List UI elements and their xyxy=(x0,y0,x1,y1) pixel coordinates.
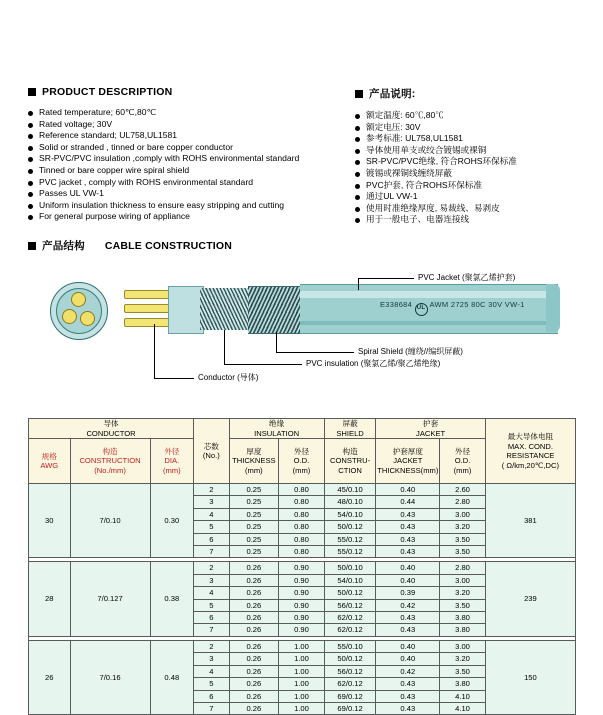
group-header-jacket-en: JACKET xyxy=(416,428,446,438)
column-header-ins-th-cn: 厚度 xyxy=(246,446,262,456)
column-header-jk-th-en1: JACKET xyxy=(393,456,423,466)
description-item-en: PVC jacket , comply with ROHS environmental standard xyxy=(28,177,348,189)
column-header-jacket-od xyxy=(440,439,486,484)
column-header-conductor-dia xyxy=(150,439,194,484)
description-item-en: Passes UL VW-1 xyxy=(28,188,348,200)
column-header-ins-od-en: O.D. xyxy=(293,456,310,466)
cell-ins-od: 0.80 xyxy=(279,484,325,496)
cell-shield: 69/0.12 xyxy=(324,690,376,702)
description-item-cn: 用于一般电子、电器连接线 xyxy=(355,214,585,226)
cell-shield: 62/0.12 xyxy=(324,624,376,636)
cell-jk-th: 0.39 xyxy=(376,587,440,599)
leader-line xyxy=(358,278,359,290)
cell-ins-th: 0.26 xyxy=(229,612,279,624)
print-rating-text: AWM 2725 80C 30V VW-1 xyxy=(429,300,525,309)
cell-jk-th: 0.43 xyxy=(376,678,440,690)
cell-ins-od: 0.80 xyxy=(279,546,325,558)
column-header-awg-en: AWG xyxy=(40,461,59,470)
cell-shield: 62/0.12 xyxy=(324,612,376,624)
description-item-cn: 使用时准绝缘厚度, 易裁线、易剥皮 xyxy=(355,203,585,215)
group-header-conductor-cn: 导体 xyxy=(103,419,119,428)
cell-shield: 50/0.12 xyxy=(324,521,376,533)
cell-shield: 69/0.12 xyxy=(324,702,376,714)
spiral-shield-layer xyxy=(200,288,252,330)
cable-construction-title-cn: 产品结构 xyxy=(42,240,85,252)
leader-line xyxy=(224,330,225,364)
cell-shield: 55/0.12 xyxy=(324,533,376,545)
column-header-ins-od-unit: (mm) xyxy=(292,465,311,475)
pvc-insulation-layer xyxy=(168,286,204,334)
cell-shield: 50/0.12 xyxy=(324,653,376,665)
leader-line xyxy=(358,278,414,279)
column-header-conductor-dia-cn: 外径 xyxy=(164,446,180,456)
group-header-jacket-cn: 护套 xyxy=(423,419,439,428)
cell-resistance: 239 xyxy=(485,562,575,636)
cell-jk-od: 3.00 xyxy=(440,640,486,652)
cell-jk-th: 0.43 xyxy=(376,612,440,624)
group-header-shield-cn: 屏蔽 xyxy=(342,419,358,428)
cell-cores: 5 xyxy=(194,599,229,611)
callout-spiral-shield: Spiral Shield (缠绕//编织屏蔽) xyxy=(358,347,463,356)
cell-shield: 50/0.12 xyxy=(324,587,376,599)
cell-jk-od: 4.10 xyxy=(440,690,486,702)
cell-ins-od: 1.00 xyxy=(279,653,325,665)
cell-ins-od: 1.00 xyxy=(279,702,325,714)
cell-shield: 45/0.10 xyxy=(324,484,376,496)
cell-ins-od: 0.80 xyxy=(279,508,325,520)
cell-jk-od: 3.20 xyxy=(440,521,486,533)
cell-shield: 62/0.12 xyxy=(324,678,376,690)
cell-cores: 6 xyxy=(194,612,229,624)
group-header-shield xyxy=(324,419,376,439)
square-bullet-icon xyxy=(355,90,363,98)
cell-ins-od: 0.80 xyxy=(279,533,325,545)
cell-ins-od: 0.80 xyxy=(279,496,325,508)
table-head xyxy=(29,419,576,484)
column-header-insulation-od xyxy=(279,439,325,484)
cell-cores: 3 xyxy=(194,653,229,665)
table-body xyxy=(29,484,576,715)
ul-logo-icon: UL xyxy=(415,303,428,316)
description-item-en: Solid or stranded , tinned or bare copper conductor xyxy=(28,142,348,154)
column-header-cores xyxy=(194,419,229,484)
column-header-insulation-thickness xyxy=(229,439,279,484)
cell-construction: 7/0.127 xyxy=(70,562,150,636)
cell-cores: 6 xyxy=(194,533,229,545)
cell-resistance: 381 xyxy=(485,484,575,558)
column-header-shield-cn: 构造 xyxy=(342,446,358,456)
cell-jk-od: 3.00 xyxy=(440,508,486,520)
jacket-print-legend xyxy=(380,300,525,316)
description-item-cn: PVC护套, 符合ROHS环保标准 xyxy=(355,180,585,192)
column-header-ins-od-cn: 外径 xyxy=(293,446,310,456)
cell-cores: 4 xyxy=(194,508,229,520)
cell-jk-th: 0.43 xyxy=(376,690,440,702)
cross-section-ring xyxy=(56,288,102,334)
cell-jk-od: 3.50 xyxy=(440,546,486,558)
cell-shield: 56/0.12 xyxy=(324,599,376,611)
column-header-cores-unit: (No.) xyxy=(202,451,220,460)
cell-ins-th: 0.26 xyxy=(229,599,279,611)
cell-cores: 5 xyxy=(194,678,229,690)
cell-ins-th: 0.26 xyxy=(229,624,279,636)
cable-end-cap xyxy=(546,284,560,332)
cell-jk-od: 3.80 xyxy=(440,678,486,690)
cell-jk-od: 2.60 xyxy=(440,484,486,496)
cell-shield: 55/0.12 xyxy=(324,546,376,558)
cell-jk-od: 3.50 xyxy=(440,599,486,611)
column-header-construction-cn: 构造 xyxy=(102,446,118,456)
description-item-cn: 参考标准: UL758,UL1581 xyxy=(355,133,585,145)
column-header-conductor-dia-en: DIA. xyxy=(164,456,180,466)
group-header-insulation xyxy=(229,419,324,439)
description-item-en: Uniform insulation thickness to ensure easy stripping and cutting xyxy=(28,200,348,212)
group-header-jacket xyxy=(376,419,485,439)
table-group-header-row xyxy=(29,419,576,439)
cell-construction: 7/0.16 xyxy=(70,640,150,714)
cell-cores: 7 xyxy=(194,546,229,558)
column-header-jk-od-unit: (mm) xyxy=(453,465,472,475)
cell-cores: 3 xyxy=(194,496,229,508)
product-description-en-list xyxy=(28,107,348,223)
cell-jk-od: 3.00 xyxy=(440,574,486,586)
cell-jk-th: 0.43 xyxy=(376,624,440,636)
cell-ins-th: 0.26 xyxy=(229,678,279,690)
cell-shield: 56/0.12 xyxy=(324,665,376,677)
cell-shield: 48/0.10 xyxy=(324,496,376,508)
column-header-construction-en: CONSTRUCTION xyxy=(79,456,141,466)
cell-shield: 50/0.10 xyxy=(324,562,376,574)
cell-jk-th: 0.40 xyxy=(376,574,440,586)
column-header-awg-cn: 规格 xyxy=(41,451,57,461)
column-header-shield-construction xyxy=(324,439,376,484)
description-item-en: For general purpose wiring of appliance xyxy=(28,211,348,223)
cell-jk-od: 2.80 xyxy=(440,496,486,508)
cell-ins-th: 0.26 xyxy=(229,665,279,677)
column-header-jk-th-en2: THICKNESS(mm) xyxy=(377,465,439,475)
table-row xyxy=(29,562,576,574)
column-header-awg xyxy=(29,439,71,484)
cell-cores: 7 xyxy=(194,624,229,636)
cell-jk-th: 0.42 xyxy=(376,599,440,611)
cell-ins-th: 0.26 xyxy=(229,702,279,714)
cell-dia: 0.38 xyxy=(150,562,194,636)
cell-cores: 2 xyxy=(194,484,229,496)
cell-ins-th: 0.26 xyxy=(229,562,279,574)
cell-jk-th: 0.40 xyxy=(376,640,440,652)
leader-line xyxy=(276,332,277,352)
leader-line xyxy=(224,364,302,365)
cell-cores: 7 xyxy=(194,702,229,714)
cell-jk-od: 3.20 xyxy=(440,653,486,665)
group-header-conductor xyxy=(29,419,194,439)
cell-jk-th: 0.43 xyxy=(376,702,440,714)
cell-ins-th: 0.26 xyxy=(229,587,279,599)
square-bullet-icon xyxy=(28,242,36,250)
group-header-conductor-en: CONDUCTOR xyxy=(86,428,136,438)
description-item-cn: 额定电压: 30V xyxy=(355,122,585,134)
cell-cores: 5 xyxy=(194,521,229,533)
cell-ins-od: 1.00 xyxy=(279,640,325,652)
cell-ins-th: 0.26 xyxy=(229,653,279,665)
product-description-en-heading xyxy=(28,86,348,98)
cell-dia: 0.30 xyxy=(150,484,194,558)
cell-awg: 28 xyxy=(29,562,71,636)
description-item-cn: 通过UL VW-1 xyxy=(355,191,585,203)
description-item-cn: 镀锡或裸铜线缠绕屏蔽 xyxy=(355,168,585,180)
cell-ins-od: 0.90 xyxy=(279,574,325,586)
description-item-en: Reference standard; UL758,UL1581 xyxy=(28,130,348,142)
cell-jk-th: 0.40 xyxy=(376,653,440,665)
group-header-insulation-en: INSULATION xyxy=(254,428,300,438)
cell-cores: 4 xyxy=(194,665,229,677)
cell-jk-th: 0.43 xyxy=(376,533,440,545)
cell-jk-th: 0.40 xyxy=(376,484,440,496)
cell-awg: 26 xyxy=(29,640,71,714)
cell-jk-th: 0.43 xyxy=(376,546,440,558)
cell-resistance: 150 xyxy=(485,640,575,714)
cell-awg: 30 xyxy=(29,484,71,558)
cell-ins-od: 0.80 xyxy=(279,521,325,533)
square-bullet-icon xyxy=(28,88,36,96)
cell-cores: 6 xyxy=(194,690,229,702)
cell-ins-od: 1.00 xyxy=(279,665,325,677)
jacket-shadow xyxy=(300,321,558,325)
cell-jk-od: 4.10 xyxy=(440,702,486,714)
group-header-insulation-cn: 绝缘 xyxy=(269,419,285,428)
column-header-jk-od-en: O.D. xyxy=(454,456,471,466)
print-file-number: E338684 xyxy=(380,300,413,309)
cell-jk-od: 3.50 xyxy=(440,665,486,677)
cell-dia: 0.48 xyxy=(150,640,194,714)
product-description-cn-heading xyxy=(355,86,585,101)
cell-jk-od: 3.80 xyxy=(440,612,486,624)
conductor-wire xyxy=(124,304,174,313)
cell-ins-th: 0.25 xyxy=(229,533,279,545)
cell-jk-od: 2.80 xyxy=(440,562,486,574)
conductor-core-icon xyxy=(62,309,77,324)
cell-ins-od: 1.00 xyxy=(279,678,325,690)
cell-ins-th: 0.25 xyxy=(229,496,279,508)
column-header-construction xyxy=(70,439,150,484)
cell-jk-od: 3.80 xyxy=(440,624,486,636)
conductor-wire xyxy=(124,290,174,299)
leader-line xyxy=(154,324,155,378)
group-header-shield-en: SHIELD xyxy=(336,428,364,438)
description-item-en: SR-PVC/PVC insulation ,comply with ROHS environmental standard xyxy=(28,153,348,165)
column-header-resistance xyxy=(485,419,575,484)
column-header-jk-od-cn: 外径 xyxy=(454,446,471,456)
table-row xyxy=(29,484,576,496)
cell-ins-od: 0.90 xyxy=(279,599,325,611)
cable-construction-title-en: CABLE CONSTRUCTION xyxy=(104,239,233,252)
cell-ins-th: 0.26 xyxy=(229,690,279,702)
column-header-ins-th-unit: (mm) xyxy=(245,465,263,475)
jacket-highlight xyxy=(300,291,558,298)
column-header-resistance-cn: 最大导体电阻 xyxy=(507,432,554,441)
cell-jk-th: 0.44 xyxy=(376,496,440,508)
description-item-en: Rated temperature; 60℃,80℃ xyxy=(28,107,348,119)
cell-jk-th: 0.43 xyxy=(376,508,440,520)
description-item-cn: SR-PVC/PVC绝缘, 符合ROHS环保标准 xyxy=(355,156,585,168)
callout-conductor: Conductor (导体) xyxy=(198,373,259,382)
cable-cross-section-icon xyxy=(50,282,108,340)
conductor-core-icon xyxy=(80,311,95,326)
conductor-core-icon xyxy=(71,292,86,307)
cell-cores: 4 xyxy=(194,587,229,599)
cell-jk-od: 3.50 xyxy=(440,533,486,545)
cell-shield: 55/0.10 xyxy=(324,640,376,652)
column-header-shield-en2: CTION xyxy=(338,465,362,475)
specification-table xyxy=(28,418,576,715)
cell-jk-od: 3.20 xyxy=(440,587,486,599)
description-item-cn: 导体使用单支或绞合镀锡或裸铜 xyxy=(355,145,585,157)
product-description-cn-list xyxy=(355,110,585,226)
product-description-en xyxy=(28,86,348,223)
shield-braid-layer xyxy=(248,286,304,334)
cell-shield: 54/0.10 xyxy=(324,574,376,586)
callout-pvc-insulation: PVC insulation (聚氯乙烯/聚乙烯绝缘) xyxy=(306,359,441,368)
cell-ins-od: 1.00 xyxy=(279,690,325,702)
cell-cores: 2 xyxy=(194,562,229,574)
leader-line xyxy=(154,378,194,379)
callout-pvc-jacket: PVC Jacket (聚氯乙烯护套) xyxy=(418,273,516,282)
column-header-jk-th-cn: 护套厚度 xyxy=(392,446,423,456)
cell-ins-th: 0.25 xyxy=(229,546,279,558)
cell-ins-od: 0.90 xyxy=(279,562,325,574)
cell-ins-od: 0.90 xyxy=(279,624,325,636)
cell-ins-od: 0.90 xyxy=(279,612,325,624)
column-header-jacket-thickness xyxy=(376,439,440,484)
column-header-cores-cn: 芯数 xyxy=(203,441,219,451)
cell-ins-th: 0.25 xyxy=(229,508,279,520)
cell-construction: 7/0.10 xyxy=(70,484,150,558)
description-item-en: Tinned or bare copper wire spiral shield xyxy=(28,165,348,177)
cell-cores: 2 xyxy=(194,640,229,652)
cable-construction-diagram xyxy=(28,258,576,408)
cell-ins-th: 0.26 xyxy=(229,640,279,652)
column-header-resistance-en1: MAX. COND. xyxy=(507,441,553,451)
column-header-conductor-dia-unit: (mm) xyxy=(162,465,181,475)
description-item-en: Rated voltage; 30V xyxy=(28,119,348,131)
product-description-cn-title: 产品说明: xyxy=(369,88,416,100)
product-description-cn xyxy=(355,86,585,226)
cell-ins-od: 0.90 xyxy=(279,587,325,599)
table-row xyxy=(29,640,576,652)
cell-ins-th: 0.25 xyxy=(229,484,279,496)
cell-jk-th: 0.40 xyxy=(376,562,440,574)
cell-shield: 54/0.10 xyxy=(324,508,376,520)
description-item-cn: 额定温度: 60℃,80℃ xyxy=(355,110,585,122)
column-header-resistance-unit: ( Ω/km,20℃,DC) xyxy=(501,460,560,470)
cell-jk-th: 0.42 xyxy=(376,665,440,677)
cell-ins-th: 0.25 xyxy=(229,521,279,533)
column-header-construction-unit: (No./mm) xyxy=(94,465,126,475)
conductor-wire xyxy=(124,318,174,327)
cell-cores: 3 xyxy=(194,574,229,586)
cell-ins-th: 0.26 xyxy=(229,574,279,586)
column-header-resistance-en2: RESISTANCE xyxy=(506,451,555,460)
column-header-ins-th-en: THICKNESS xyxy=(232,456,276,466)
leader-line xyxy=(276,352,354,353)
cell-jk-th: 0.43 xyxy=(376,521,440,533)
column-header-shield-en1: CONSTRU- xyxy=(330,456,371,466)
cable-construction-heading xyxy=(28,238,232,253)
product-description-en-title: PRODUCT DESCRIPTION xyxy=(42,86,173,98)
